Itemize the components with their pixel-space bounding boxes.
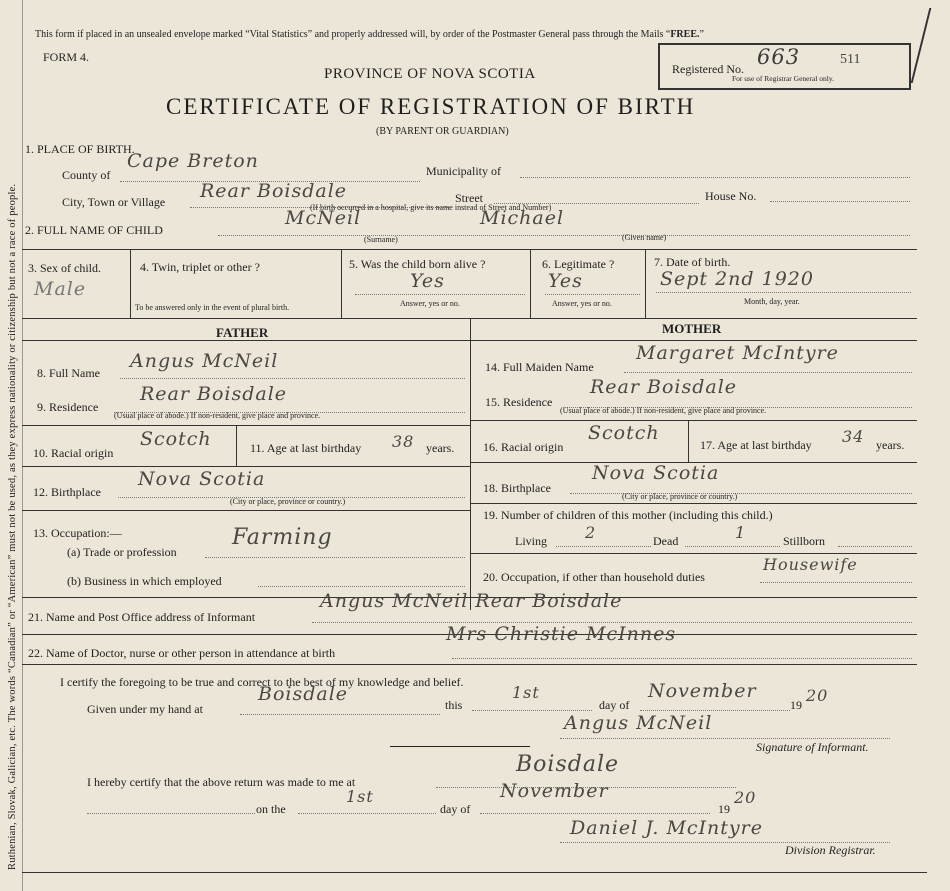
informant-signature: Angus McNeil <box>564 712 713 734</box>
father-racial-label: 10. Racial origin <box>33 446 114 460</box>
mother-children-label: 19. Number of children of this mother (including this child.) <box>483 508 773 522</box>
province-heading: PROVINCE OF NOVA SCOTIA <box>324 66 536 82</box>
rule-father-racial-mid <box>236 425 237 466</box>
alive-line <box>355 294 525 295</box>
doctor-label: 22. Name of Doctor, nurse or other person in attendance at birth <box>28 646 336 660</box>
given-place-value: Boisdale <box>258 683 349 705</box>
side-note-strip <box>3 0 19 891</box>
father-heading: FATHER <box>216 325 269 340</box>
given-caption: (Given name) <box>622 233 667 242</box>
doctor-value: Mrs Christie McInnes <box>446 623 677 645</box>
father-business-line <box>258 586 465 587</box>
child-name-line <box>218 235 910 236</box>
given-under-label: Given under my hand at <box>87 702 203 716</box>
dead-label: Dead <box>653 534 679 548</box>
father-trade-line <box>205 557 465 558</box>
this-value: 1st <box>512 683 540 702</box>
mother-name-label: 14. Full Maiden Name <box>485 360 594 374</box>
dead-value: 1 <box>735 523 747 542</box>
stillborn-label: Stillborn <box>783 534 826 548</box>
rule-father-racial-top <box>22 425 470 426</box>
mother-name-line <box>624 372 912 373</box>
father-racial-value: Scotch <box>140 428 212 450</box>
father-age-unit: years. <box>426 441 455 455</box>
rule-row3-v1 <box>130 249 131 318</box>
registrar-use-note: For use of Registrar General only. <box>732 74 834 83</box>
certify-statement: I certify the foregoing to be true and correct to the best of my knowledge and belief. <box>60 675 464 689</box>
mother-birthplace-label: 18. Birthplace <box>483 481 551 495</box>
month2-value: November <box>500 780 609 802</box>
left-margin-rule <box>22 0 23 891</box>
mother-age-unit: years. <box>876 438 905 452</box>
postal-notice <box>35 29 704 40</box>
father-trade-value: Farming <box>232 525 333 550</box>
mother-birthplace-note: (City or place, province or country.) <box>622 492 738 501</box>
living-label: Living <box>515 534 547 548</box>
father-trade-label: (a) Trade or profession <box>67 545 177 559</box>
legitimate-value: Yes <box>548 270 583 292</box>
mother-heading: MOTHER <box>662 321 722 336</box>
rule-mother-racial-mid <box>688 420 689 462</box>
informant-signature-line <box>560 738 890 739</box>
municipality-label: Municipality of <box>426 164 501 178</box>
mother-racial-label: 16. Racial origin <box>483 440 564 454</box>
return-label: I hereby certify that the above return was made to me at <box>87 775 356 789</box>
form-number: FORM 4. <box>43 50 90 64</box>
father-residence-note: (Usual place of abode.) If non-resident, give place and province. <box>114 411 321 420</box>
postal-notice-free: FREE. <box>670 29 700 40</box>
rule-doctor-bottom <box>22 664 917 665</box>
rule-row3-v4 <box>645 249 646 318</box>
city-label: City, Town or Village <box>62 195 166 209</box>
month2-line <box>480 813 710 814</box>
mother-occupation-line <box>760 582 912 583</box>
on-the-label: on the <box>256 802 286 816</box>
date-line <box>656 292 911 293</box>
sex-label: 3. Sex of child. <box>28 261 101 275</box>
hospital-note: (If birth occurred in a hospital, give its name instead of Street and Number) <box>310 203 552 212</box>
registrar-caption: Division Registrar. <box>785 843 876 857</box>
alive-note: Answer, yes or no. <box>400 299 460 308</box>
county-value: Cape Breton <box>127 150 259 172</box>
rule-mother-children-top <box>470 503 917 504</box>
rule-mother-racial-top <box>470 420 917 421</box>
county-label: County of <box>62 168 111 182</box>
mother-age-label: 17. Age at last birthday <box>700 438 812 452</box>
on-the-line <box>298 813 436 814</box>
mother-birthplace-value: Nova Scotia <box>592 462 720 484</box>
dead-line <box>685 546 780 547</box>
living-value: 2 <box>585 523 597 542</box>
date-note: Month, day, year. <box>744 297 800 306</box>
day-of-label: day of <box>599 698 630 712</box>
place-of-birth-label: 1. PLACE OF BIRTH. <box>25 142 135 156</box>
rule-row3-v3 <box>530 249 531 318</box>
father-name-label: 8. Full Name <box>37 366 100 380</box>
rule-mother-occ-top <box>470 553 917 554</box>
certificate-title: CERTIFICATE OF REGISTRATION OF BIRTH <box>166 94 696 119</box>
informant-value: Angus McNeil Rear Boisdale <box>320 590 623 612</box>
stillborn-line <box>838 546 912 547</box>
father-residence-value: Rear Boisdale <box>140 383 288 405</box>
alive-label: 5. Was the child born alive ? <box>349 257 486 271</box>
child-name-label: 2. FULL NAME OF CHILD <box>25 223 163 237</box>
city-value: Rear Boisdale <box>200 180 348 202</box>
twin-note: To be answered only in the event of plural birth. <box>135 303 290 312</box>
registered-number: 663 <box>757 45 801 69</box>
doctor-line <box>452 658 912 659</box>
child-surname-value: McNeil <box>285 207 362 229</box>
rule-father-occ-top <box>22 510 470 511</box>
registrar-signature: Daniel J. McIntyre <box>570 817 763 839</box>
day-of-label-2: day of <box>440 802 471 816</box>
house-label: House No. <box>705 189 757 203</box>
surname-caption: (Surname) <box>364 235 398 244</box>
year-value: 20 <box>806 686 829 705</box>
divider-rule <box>390 746 530 747</box>
living-line <box>556 546 651 547</box>
on-the-value: 1st <box>346 787 374 806</box>
father-birthplace-note: (City or place, province or country.) <box>230 497 346 506</box>
this-line <box>472 710 592 711</box>
rule-parents-top <box>22 340 917 341</box>
legitimate-line <box>545 294 640 295</box>
side-note-text: Ruthenian, Slovak, Galician, etc. The words “Canadian” or “American” must not be used, as they express nationality or citizenship but not a race of people. <box>7 183 18 870</box>
return-place-value: Boisdale <box>516 752 619 777</box>
father-birthplace-label: 12. Birthplace <box>33 485 101 499</box>
legitimate-note: Answer, yes or no. <box>552 299 612 308</box>
father-occupation-label: 13. Occupation:— <box>33 526 122 540</box>
child-given-value: Michael <box>480 207 565 229</box>
mother-name-value: Margaret McIntyre <box>636 342 839 364</box>
sex-value: Male <box>34 278 87 300</box>
father-residence-label: 9. Residence <box>37 400 99 414</box>
rule-row3-top <box>22 249 917 250</box>
father-name-line <box>120 378 465 379</box>
house-line <box>770 201 910 202</box>
mother-residence-value: Rear Boisdale <box>590 376 738 398</box>
mother-residence-label: 15. Residence <box>485 395 553 409</box>
mother-racial-value: Scotch <box>588 422 660 444</box>
rule-father-racial-bottom <box>22 466 470 467</box>
informant-label: 21. Name and Post Office address of Informant <box>28 610 256 624</box>
year-prefix: 19 <box>790 698 802 712</box>
municipality-line <box>520 177 910 178</box>
informant-signature-caption: Signature of Informant. <box>756 740 869 754</box>
certificate-subtitle: (BY PARENT OR GUARDIAN) <box>376 126 509 137</box>
father-age-label: 11. Age at last birthday <box>250 441 362 455</box>
postal-notice-end: ” <box>699 29 704 40</box>
date-label: 7. Date of birth. <box>654 255 731 269</box>
this-label: this <box>445 698 463 712</box>
rule-center <box>470 318 471 610</box>
father-name-value: Angus McNeil <box>130 350 279 372</box>
rule-bottom <box>22 872 927 873</box>
month-value: November <box>648 680 757 702</box>
legitimate-label: 6. Legitimate ? <box>542 257 615 271</box>
postal-notice-text: This form if placed in an unsealed envelope marked “Vital Statistics” and properly addressed will, by order of the Postmaster General pass through the Mails “ <box>35 29 671 40</box>
mother-occupation-value: Housewife <box>763 555 858 574</box>
registered-label: Registered No. <box>672 62 744 76</box>
mother-residence-note: (Usual place of abode.) If non-resident, give place and province. <box>560 406 767 415</box>
father-age-value: 38 <box>392 432 415 451</box>
given-place-line <box>240 714 440 715</box>
registered-number-stamp: 511 <box>840 52 861 67</box>
rule-row3-v2 <box>341 249 342 318</box>
mother-age-value: 34 <box>842 427 865 446</box>
date-value: Sept 2nd 1920 <box>660 268 814 290</box>
street-label: Street <box>455 191 483 205</box>
alive-value: Yes <box>410 270 445 292</box>
return-lead-line <box>87 813 255 814</box>
year2-value: 20 <box>734 788 757 807</box>
month-line <box>640 710 790 711</box>
mother-occupation-label: 20. Occupation, if other than household duties <box>483 570 705 584</box>
father-birthplace-value: Nova Scotia <box>138 468 266 490</box>
father-business-label: (b) Business in which employed <box>67 574 222 588</box>
year2-prefix: 19 <box>718 802 730 816</box>
twin-label: 4. Twin, triplet or other ? <box>140 260 260 274</box>
